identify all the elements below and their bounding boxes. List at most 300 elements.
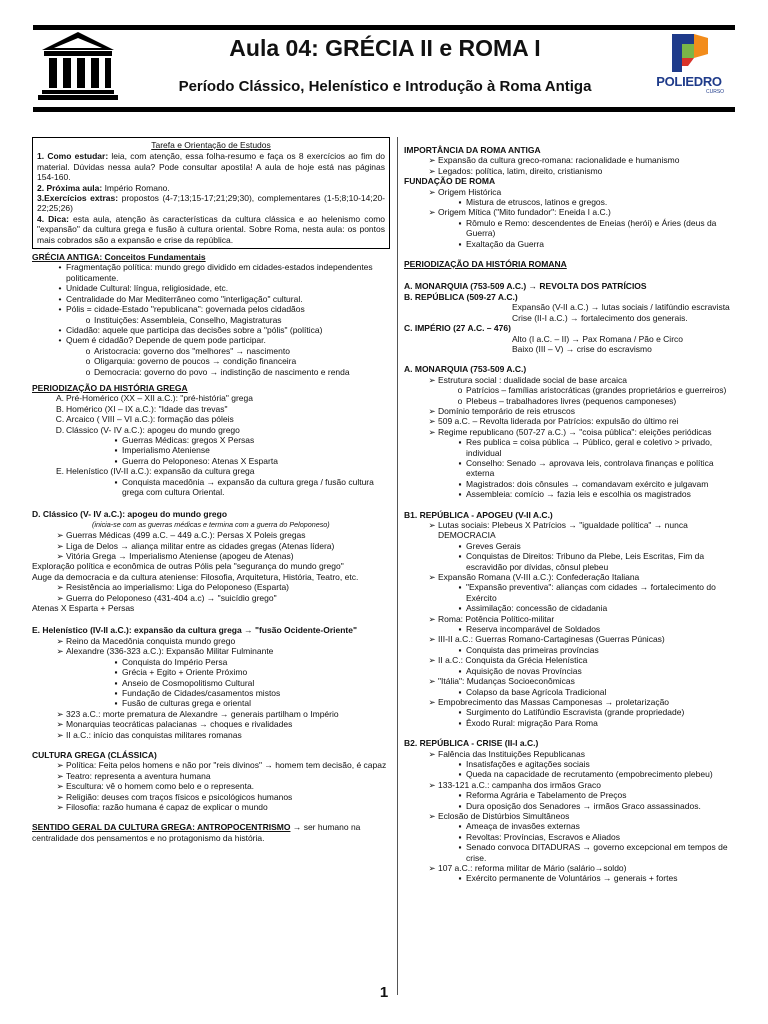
monarquia-list [404, 375, 734, 500]
list-item [32, 551, 390, 561]
sentido-title: SENTIDO GERAL DA CULTURA GREGA: ANTROPOCENTRISMO [32, 822, 291, 833]
tarefa-item-2: 2. Próxima aula: Império Romano. [37, 182, 170, 193]
bullet: ▪ [458, 489, 462, 500]
list-item [404, 624, 734, 634]
bullet: C. [55, 414, 65, 425]
list-item-text: Domínio temporário de reis etruscos [438, 405, 576, 416]
list-item-text: II a.C.: Conquista da Grécia Helenística [438, 655, 588, 666]
bullet: ➢ [56, 635, 64, 646]
list-item-text: Conselho: Senado → aprovava leis, controlava finanças e política externa [466, 457, 714, 479]
bullet: ➢ [56, 719, 64, 730]
list-item [404, 801, 734, 811]
bullet: ▪ [114, 455, 118, 466]
list-item [32, 709, 390, 719]
list-item [404, 218, 734, 239]
bullet: ➢ [428, 634, 436, 645]
list-item-text: Ameaça de invasões externas [466, 821, 580, 832]
list-item [32, 760, 390, 770]
list-item [32, 678, 390, 688]
list-item-text: Legados: política, latim, direito, cristianismo [438, 165, 603, 176]
list-item-text: Patrícios – famílias aristocráticas (grandes proprietários e guerreiros) [466, 385, 727, 396]
periodizacao-b1: Expansão (V-II a.C.) → lutas sociais / latifúndio escravista [512, 302, 730, 313]
list-item-text: Fragmentação política: mundo grego dividido em cidades-estados independentes politicamente. [66, 262, 373, 283]
bullet: ▪ [458, 217, 462, 228]
list-item-text: Exército permanente de Voluntários → generais + fortes [466, 873, 678, 884]
list-item-text: Lutas sociais: Plebeus X Patrícios → "igualdade política" → nunca DEMOCRACIA [438, 520, 688, 541]
bullet: ➢ [56, 708, 64, 719]
cultura-list [32, 760, 390, 812]
section-fundacao-title: FUNDAÇÃO DE ROMA [404, 176, 496, 187]
bullet: ▪ [458, 842, 462, 853]
list-item [32, 356, 390, 366]
brand-sub: CURSO [706, 89, 725, 95]
periodizacao-c1: Alto (I a.C. – II) → Pax Romana / Pão e Circo [512, 333, 684, 344]
crise-list [404, 749, 734, 884]
bullet: • [58, 293, 62, 304]
list-item-text: 323 a.C.: morte prematura de Alexandre → generais partilham o Império [66, 708, 339, 719]
list-item-text: Alexandre (336-323 a.C.): Expansão Militar Fulminante [66, 646, 274, 657]
list-item-text: Filosofia: razão humana é capaz de explicar o mundo [66, 801, 268, 812]
list-item [32, 719, 390, 729]
list-item-text: Fundação de Cidades/casamentos mistos [122, 687, 281, 698]
bullet: ▪ [458, 790, 462, 801]
bullet: • [58, 335, 62, 346]
list-item-text: Expansão da cultura greco-romana: racionalidade e humanismo [438, 155, 680, 166]
list-item [404, 811, 734, 821]
bullet: ▪ [458, 197, 462, 208]
list-item [404, 396, 734, 406]
bullet: ➢ [428, 165, 436, 176]
list-item-text: Falência das Instituições Republicanas [438, 748, 585, 759]
list-item [32, 541, 390, 551]
list-item-text: Oligarquia: governo de poucos → condição financeira [94, 356, 297, 367]
bullet: ▪ [114, 698, 118, 709]
bullet: o [85, 345, 91, 356]
helenistico-list [32, 636, 390, 740]
list-item [404, 687, 734, 697]
bullet: ▪ [458, 624, 462, 635]
section-conceitos-title: GRÉCIA ANTIGA: Conceitos Fundamentais [32, 252, 206, 263]
list-item-text: Clássico (V- IV a.C.): apogeu do mundo grego [66, 424, 240, 435]
list-item [32, 593, 390, 603]
classico-para-3: Atenas X Esparta + Persas [32, 603, 135, 614]
periodizacao-c: C. IMPÉRIO (27 A.C. – 476) [404, 323, 511, 334]
list-item-text: Homérico (XI – IX a.C.): "Idade das trevas" [66, 403, 228, 414]
section-classico-title: D. Clássico (V- IV a.C.): apogeu do mundo grego [32, 509, 228, 520]
list-item [404, 489, 734, 499]
bullet: ➢ [428, 155, 436, 166]
bullet: • [58, 283, 62, 294]
list-item [32, 304, 390, 314]
right-column [404, 137, 734, 884]
list-item [404, 645, 734, 655]
list-item-text: Aquisição de novas Províncias [466, 665, 582, 676]
tarefa-title: Tarefa e Orientação de Estudos [151, 140, 271, 150]
bullet: ▪ [458, 707, 462, 718]
list-item [32, 688, 390, 698]
bullet: ➢ [428, 207, 436, 218]
list-item-text: Êxodo Rural: migração Para Roma [466, 717, 598, 728]
bullet: ▪ [458, 644, 462, 655]
section-helenistico-title: E. Helenístico (IV-II a.C.): expansão da cultura grega → "fusão Ocidente-Oriente" [32, 625, 357, 636]
bullet: ▪ [458, 873, 462, 884]
list-item-text: Pólis = cidade-Estado "republicana": governada pelos cidadãos [66, 304, 305, 315]
list-item-text: Queda na capacidade de recrutamento (empobrecimento plebeu) [466, 769, 713, 780]
bullet: ▪ [458, 551, 462, 562]
list-item [404, 479, 734, 489]
list-item-text: Roma: Potência Político-militar [438, 613, 555, 624]
list-item-text: Anseio de Cosmopolitismo Cultural [122, 677, 255, 688]
list-item [404, 603, 734, 613]
bullet: ▪ [458, 238, 462, 249]
bullet: ▪ [458, 769, 462, 780]
list-item [32, 636, 390, 646]
list-item-text: Reino da Macedônia conquista mundo grego [66, 635, 236, 646]
list-item-text: Quem é cidadão? Depende de quem pode participar. [66, 335, 266, 346]
list-item [32, 802, 390, 812]
list-item-text: Assembleia: comício → fazia leis e escolhia os magistrados [466, 489, 691, 500]
bullet: ▪ [458, 758, 462, 769]
list-item [32, 781, 390, 791]
bullet: E. [55, 466, 65, 477]
list-item [404, 551, 734, 572]
page-subtitle: Período Clássico, Helenístico e Introdução à Roma Antiga [178, 78, 592, 95]
bullet: ➢ [428, 655, 436, 666]
list-item-text: Democracia: governo do povo → indistinção de nascimento e renda [94, 366, 350, 377]
list-item [32, 456, 390, 466]
list-item [404, 780, 734, 790]
list-item-text: Revoltas: Províncias, Escravos e Aliados [466, 831, 621, 842]
sentido-text: → ser humano na centralidade dos pensamentos e no protagonismo da história. [32, 822, 361, 843]
list-item [404, 707, 734, 717]
bullet: ➢ [56, 592, 64, 603]
list-item-text: Plebeus – trabalhadores livres (pequenos camponeses) [466, 395, 677, 406]
list-item [404, 614, 734, 624]
list-item-text: Empobrecimento das Massas Camponesas → proletarização [438, 696, 670, 707]
bullet: ➢ [56, 760, 64, 771]
bullet: ➢ [428, 779, 436, 790]
periodizacao-a: A. MONARQUIA (753-509 A.C.) → REVOLTA DOS PATRÍCIOS [404, 281, 647, 292]
list-item [404, 572, 734, 582]
list-item-text: Pré-Homérico (XX – XII a.C.): "pré-história" grega [66, 393, 253, 404]
list-item-text: Cidadão: aquele que participa das decisões sobre a "pólis" (política) [66, 324, 323, 335]
bullet: ▪ [114, 677, 118, 688]
list-item [404, 873, 734, 883]
bullet: • [58, 324, 62, 335]
section-importancia-title: IMPORTÂNCIA DA ROMA ANTIGA [404, 145, 541, 155]
list-item-text: Conquista macedônia → expansão da cultura grega / fusão cultura grega com cultura Oriental. [122, 476, 374, 497]
list-item [404, 207, 734, 217]
list-item [32, 435, 390, 445]
bullet: ▪ [458, 437, 462, 448]
list-item-text: Conquista das primeiras províncias [466, 644, 599, 655]
list-item [32, 792, 390, 802]
list-item-text: Reserva incomparável de Soldados [466, 624, 601, 635]
list-item [32, 477, 390, 498]
list-item [404, 582, 734, 603]
list-item [32, 466, 390, 476]
bullet: • [58, 304, 62, 315]
list-item [32, 294, 390, 304]
list-item-text: Exaltação da Guerra [466, 238, 544, 249]
list-item-text: Regime republicano (507-27 a.C.) → "coisa pública": eleições periódicas [438, 426, 712, 437]
bullet: ▪ [114, 476, 118, 487]
list-item [32, 414, 390, 424]
list-item-text: Helenístico (IV-II a.C.): expansão da cultura grega [66, 466, 255, 477]
list-item-text: Centralidade do Mar Mediterrâneo como "interligação" cultural. [66, 293, 303, 304]
bullet: ➢ [56, 530, 64, 541]
list-item [404, 863, 734, 873]
list-item [404, 197, 734, 207]
list-item-text: 509 a.C. – Revolta liderada por Patrícios: expulsão do último rei [438, 416, 679, 427]
bullet: ➢ [428, 374, 436, 385]
bullet: ▪ [114, 687, 118, 698]
bullet: o [85, 356, 91, 367]
list-item-text: Resistência ao imperialismo: Liga do Peloponeso (Esparta) [66, 582, 290, 593]
list-item [32, 530, 390, 540]
list-item [404, 385, 734, 395]
bullet: ▪ [114, 445, 118, 456]
bullet: ➢ [56, 646, 64, 657]
tarefa-item-1: 1. Como estudar: leia, com atenção, essa folha-resumo e faça os 8 exercícios ao fim do material. Dúvidas nessa aula? Pode consultar apostila! A aula de hoje está nas páginas 154-160. [37, 151, 385, 183]
list-item [404, 821, 734, 831]
list-item-text: Unidade Cultural: língua, religiosidade, etc. [66, 283, 229, 294]
list-item [32, 404, 390, 414]
list-item-text: Senado convoca DITADURAS → governo excepcional em tempos de crise. [466, 842, 728, 863]
list-item [32, 393, 390, 403]
list-item [404, 697, 734, 707]
list-item-text: Origem Histórica [438, 186, 502, 197]
list-item [404, 166, 734, 176]
list-item [32, 315, 390, 325]
list-item [404, 790, 734, 800]
bullet: ➢ [428, 426, 436, 437]
list-item-text: 133-121 a.C.: campanha dos irmãos Graco [438, 779, 602, 790]
bullet: ➢ [56, 551, 64, 562]
fundacao-list [404, 187, 734, 249]
periodizacao-b: B. REPÚBLICA (509-27 A.C.) [404, 291, 518, 302]
list-item-text: Eclosão de Distúrbios Simultâneos [438, 810, 570, 821]
bullet: ▪ [458, 582, 462, 593]
bullet: ➢ [56, 540, 64, 551]
list-item [404, 842, 734, 863]
bullet: ➢ [56, 801, 64, 812]
list-item-text: Guerras Médicas (499 a.C. – 449 a.C.): Persas X Poleis gregas [66, 530, 306, 541]
list-item-text: Teatro: representa a aventura humana [66, 770, 211, 781]
list-item [32, 582, 390, 592]
bullet: ➢ [56, 791, 64, 802]
list-item [404, 759, 734, 769]
bullet: ▪ [458, 821, 462, 832]
list-item-text: Origem Mítica ("Mito fundador": Eneida I a.C.) [438, 207, 611, 218]
list-item-text: Surgimento do Latifúndio Escravista (grande propriedade) [466, 707, 685, 718]
list-item [32, 646, 390, 656]
bullet: ▪ [458, 457, 462, 468]
classico-list-2 [32, 582, 390, 603]
bullet: ▪ [458, 831, 462, 842]
list-item-text: Magistrados: dois cônsules → comandavam exército e julgavam [466, 478, 709, 489]
list-item-text: Colapso da base Agrícola Tradicional [466, 686, 607, 697]
bullet: ➢ [428, 676, 436, 687]
temple-icon [38, 30, 118, 100]
list-item [32, 283, 390, 293]
list-item [404, 458, 734, 479]
list-item-text: Guerra do Peloponeso (431-404 a.c) → "suicídio grego" [66, 592, 277, 603]
brand-name: POLIEDRO [656, 74, 722, 89]
list-item-text: 107 a.C.: reforma militar de Mário (salário→soldo) [438, 863, 627, 873]
section-apogeu-title: B1. REPÚBLICA - APOGEU (V-II A.C.) [404, 509, 553, 520]
bullet: A. [55, 393, 65, 404]
list-item-text: Conquistas de Direitos: Tribuno da Plebe, Leis Escritas, Fim da escravidão por dívidas, cônsul plebeu [466, 551, 705, 572]
classico-note: (inicia-se com as guerras médicas e termina com a guerra do Peloponeso) [92, 519, 330, 529]
list-item-text: Guerra do Peloponeso: Atenas X Esparta [122, 455, 278, 466]
list-item-text: Expansão Romana (V-III a.C.): Confederação Italiana [438, 572, 640, 583]
list-item-text: Dura oposição dos Senadores → irmãos Graco assassinados. [466, 800, 701, 811]
bullet: ➢ [428, 186, 436, 197]
bullet: ▪ [114, 656, 118, 667]
page-number: 1 [379, 984, 389, 1001]
bullet: ▪ [114, 667, 118, 678]
bullet: B. [55, 403, 65, 414]
section-crise-title: B2. REPÚBLICA - CRISE (II-I a.C.) [404, 738, 539, 749]
list-item-text: Monarquias teocráticas palacianas → choques e rivalidades [66, 719, 293, 730]
list-item-text: III-II a.C.: Guerras Romano-Cartaginesas (Guerras Púnicas) [438, 634, 665, 645]
bullet: ➢ [428, 405, 436, 416]
bullet: • [58, 262, 62, 273]
tarefa-box [32, 137, 390, 249]
bullet: ➢ [428, 520, 436, 530]
bullet: ➢ [428, 613, 436, 624]
list-item-text: Aristocracia: governo dos "melhores" → nascimento [94, 345, 290, 356]
list-item-text: Insatisfações e agitações sociais [466, 758, 590, 769]
list-item-text: Instituições: Assembleia, Conselho, Magistraturas [94, 314, 282, 325]
bullet: ▪ [458, 665, 462, 676]
bullet: ➢ [428, 863, 436, 873]
bullet: ▪ [458, 478, 462, 489]
bullet: ➢ [56, 781, 64, 792]
list-item [32, 657, 390, 667]
sentido-geral [32, 822, 390, 843]
bullet: o [85, 314, 91, 325]
list-item [404, 406, 734, 416]
list-item [32, 698, 390, 708]
bullet: ➢ [56, 770, 64, 781]
list-item [404, 718, 734, 728]
list-item [404, 187, 734, 197]
bullet: ➢ [56, 582, 64, 593]
list-item [32, 335, 390, 345]
section-periodizacao-romana-title: PERIODIZAÇÃO DA HISTÓRIA ROMANA [404, 259, 567, 270]
apogeu-list [404, 520, 734, 728]
list-item-text: Res publica = coisa pública → Público, geral e coletivo > privado, individual [466, 437, 713, 458]
bullet: ➢ [428, 572, 436, 583]
list-item-text: Fusão de culturas grega e oriental [122, 698, 251, 709]
bullet: o [85, 366, 91, 377]
periodizacao-c2: Baixo (III – V) → crise do escravismo [512, 343, 652, 354]
bullet: ▪ [458, 686, 462, 697]
list-item-text: Estrutura social : dualidade social de base arcaica [438, 374, 627, 385]
list-item [32, 367, 390, 377]
list-item-text: Imperialismo Ateniense [122, 445, 210, 456]
list-item [404, 541, 734, 551]
section-cultura-title: CULTURA GREGA (CLÁSSICA) [32, 749, 157, 760]
list-item [32, 445, 390, 455]
list-item [404, 769, 734, 779]
bullet: ➢ [428, 696, 436, 707]
list-item-text: Greves Gerais [466, 540, 521, 551]
list-item [404, 676, 734, 686]
list-item-text: Religião: deuses com traços físicos e psicológicos humanos [66, 791, 293, 802]
list-item [32, 667, 390, 677]
list-item [404, 155, 734, 165]
top-rule [33, 25, 735, 30]
bullet: D. [55, 424, 65, 435]
page-title: Aula 04: GRÉCIA II e ROMA I [229, 35, 541, 61]
list-item-text: Rômulo e Remo: descendentes de Eneias (herói) e Áries (deus da Guerra) [466, 217, 717, 239]
list-item-text: Arcaico ( VIII – VI a.C.): formação das póleis [66, 414, 234, 425]
brand-logo [644, 30, 734, 102]
column-divider [397, 137, 398, 995]
list-item-text: Escultura: vê o homem como belo e o representa. [66, 781, 255, 792]
list-item [32, 325, 390, 335]
list-item-text: Vitória Grega → Imperialismo Ateniense (apogeu de Atenas) [66, 551, 294, 562]
list-item-text: Assimilação: concessão de cidadania [466, 603, 608, 614]
bullet: o [457, 395, 463, 406]
list-item-text: "Expansão preventiva": alianças com cidades → fortalecimento do Exército [466, 582, 716, 603]
bullet: ▪ [458, 717, 462, 728]
bullet: o [457, 385, 463, 396]
list-item-text: II a.C.: início das conquistas militares romanas [66, 729, 242, 740]
list-item-text: "Itália": Mudanças Socioeconômicas [438, 676, 575, 687]
classico-para-2: Auge da democracia e da cultura ateniense: Filosofia, Arquitetura, História, Teatro, etc. [32, 571, 359, 582]
section-periodizacao-grega-title: PERIODIZAÇÃO DA HISTÓRIA GREGA [32, 382, 188, 393]
importancia-list [404, 155, 734, 176]
list-item [404, 520, 734, 541]
list-item-text: Grécia + Egito + Oriente Próximo [122, 667, 248, 678]
list-item [404, 749, 734, 759]
classico-list [32, 530, 390, 561]
section-monarquia-title: A. MONARQUIA (753-509 A.C.) [404, 364, 527, 375]
bullet: ▪ [114, 434, 118, 445]
bottom-rule [33, 107, 735, 112]
list-item-text: Liga de Delos → aliança militar entre as cidades gregas (Atenas lídera) [66, 540, 335, 551]
bullet: ➢ [428, 416, 436, 427]
list-item [404, 416, 734, 426]
list-item [32, 346, 390, 356]
classico-para-1: Exploração política e econômica de outras Pólis pela "segurança do mundo grego" [32, 561, 344, 572]
periodizacao-b2: Crise (II-I a.C.) → fortalecimento dos generais. [512, 312, 688, 323]
list-item [404, 655, 734, 665]
list-item [32, 771, 390, 781]
bullet: ➢ [56, 729, 64, 740]
poliedro-mark-icon [644, 30, 734, 76]
bullet: ▪ [458, 540, 462, 551]
tarefa-item-4: 4. Dica: esta aula, atenção às características da cultura clássica e ao helenismo como "expansão" da cultura grega e fusão à cultura oriental. Sobre Roma, nesta aula: os pontos mais cobrados são a expansão e crise da república. [37, 213, 385, 245]
list-item [404, 832, 734, 842]
periodizacao-grega-list [32, 393, 390, 497]
bullet: ▪ [458, 800, 462, 811]
bullet: ➢ [428, 748, 436, 759]
list-item [32, 730, 390, 740]
tarefa-item-3: 3.Exercícios extras: propostos (4-7;13;15-17;21;29;30), complementares (1-5;8;10-14;20-22;25;26) [37, 193, 386, 214]
list-item-text: Guerras Médicas: gregos X Persas [122, 434, 255, 445]
list-item [32, 262, 390, 283]
left-column [32, 137, 390, 843]
bullet: ➢ [428, 810, 436, 821]
list-item-text: Mistura de etruscos, latinos e gregos. [466, 197, 608, 208]
conceitos-list [32, 262, 390, 376]
list-item-text: Reforma Agrária e Tabelamento de Preços [466, 790, 627, 801]
